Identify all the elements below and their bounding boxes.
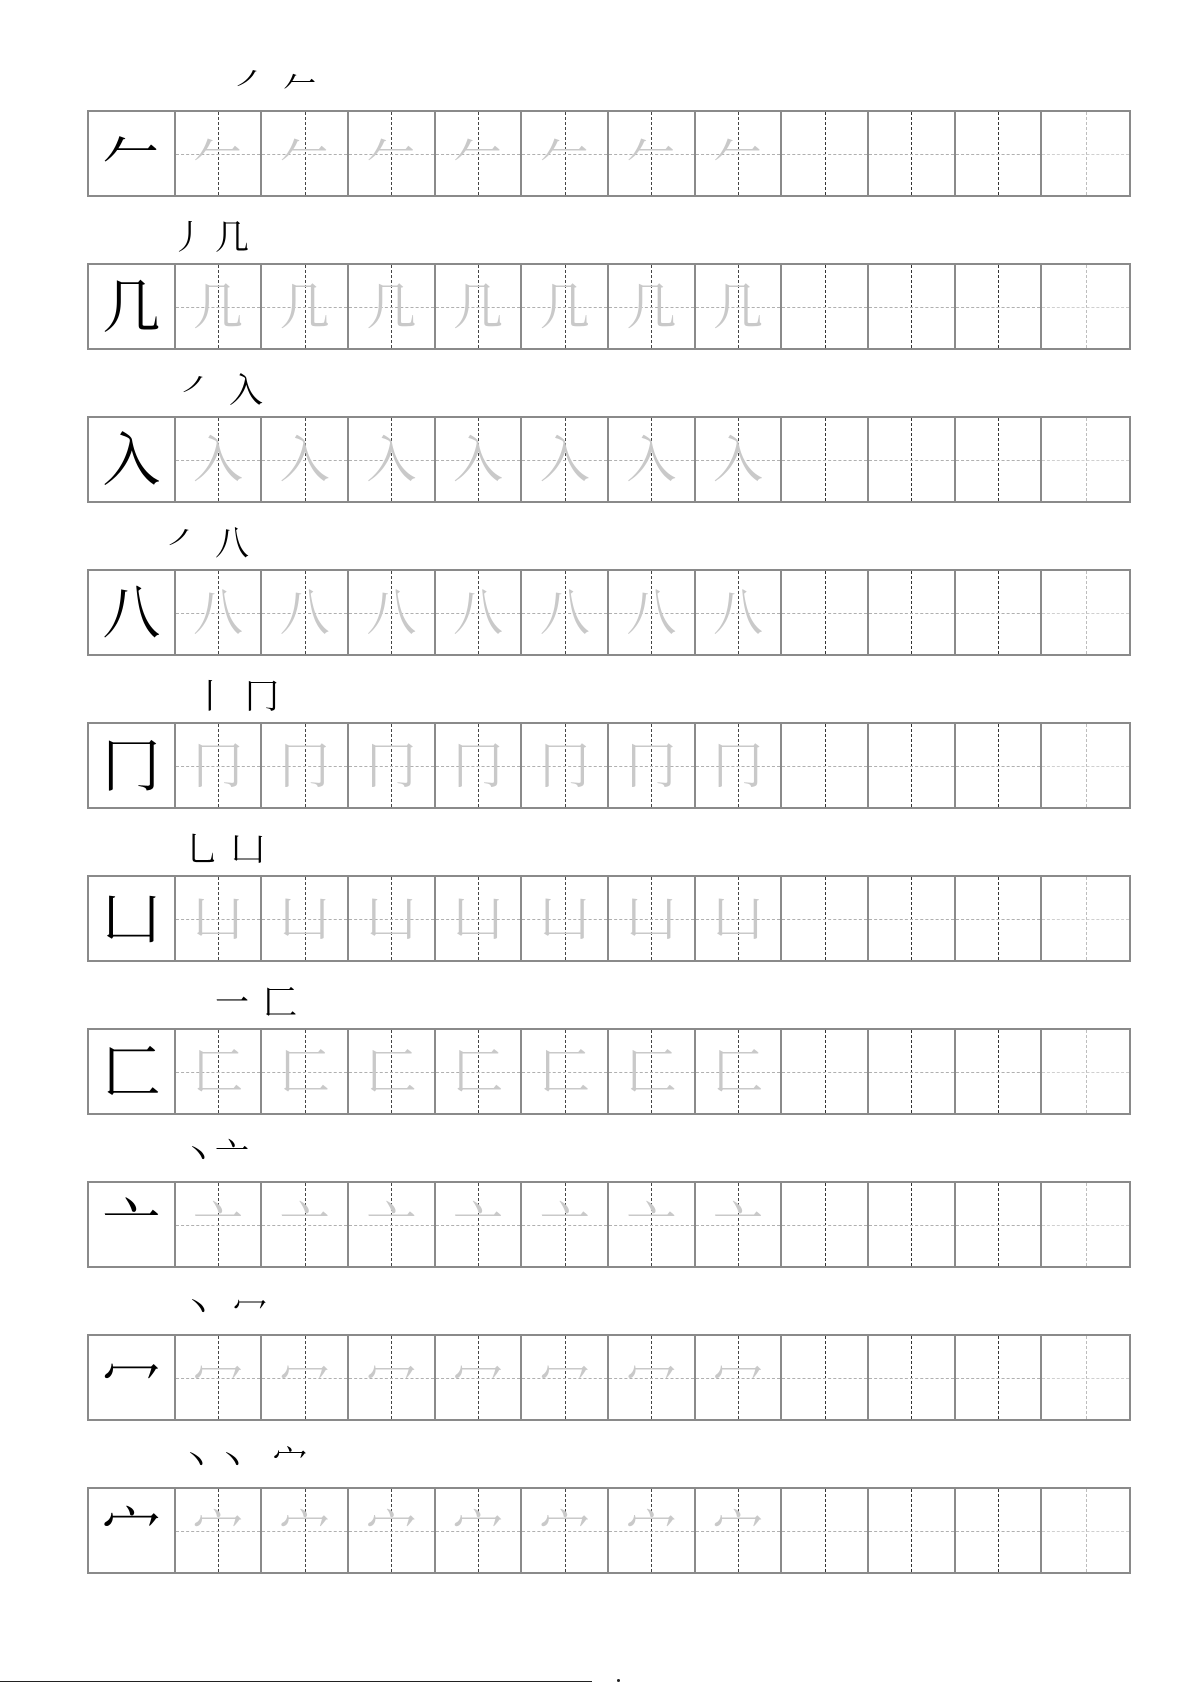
- trace-character: 入: [539, 430, 590, 489]
- trace-character: 几: [539, 277, 590, 336]
- blank-cell[interactable]: [782, 1489, 869, 1572]
- stroke-step: 凵: [231, 830, 265, 870]
- trace-cell[interactable]: [176, 877, 263, 960]
- practice-grid: [87, 875, 1131, 962]
- stroke-step: ㇒: [235, 65, 269, 105]
- trace-cell[interactable]: [176, 1489, 263, 1572]
- trace-cell[interactable]: [609, 1336, 696, 1419]
- stroke-step: 丶: [181, 1136, 215, 1176]
- practice-grid: [87, 110, 1131, 197]
- model-cell: [89, 1336, 176, 1419]
- practice-grid: [87, 1028, 1131, 1115]
- trace-character: 冂: [279, 736, 330, 795]
- trace-cell[interactable]: [609, 877, 696, 960]
- trace-character: 𠂉: [193, 124, 243, 183]
- trace-character: 冂: [453, 736, 504, 795]
- trace-character: 匚: [193, 1042, 243, 1101]
- trace-cell[interactable]: [262, 112, 349, 195]
- trace-character: 八: [539, 583, 590, 642]
- blank-cell[interactable]: [869, 1489, 956, 1572]
- model-cell: [89, 418, 176, 501]
- stroke-order: [87, 1134, 1133, 1180]
- trace-cell[interactable]: [696, 112, 783, 195]
- model-character: 冂: [102, 731, 161, 800]
- trace-cell[interactable]: [609, 1489, 696, 1572]
- trace-character: 入: [453, 430, 504, 489]
- blank-cell[interactable]: [869, 877, 956, 960]
- trace-character: 凵: [626, 889, 677, 948]
- stroke-order: [87, 1440, 1133, 1486]
- blank-cell[interactable]: [869, 1183, 956, 1266]
- trace-cell[interactable]: [436, 112, 523, 195]
- trace-character: 𠂉: [453, 124, 504, 183]
- blank-cell[interactable]: [1042, 1336, 1129, 1419]
- trace-cell[interactable]: [609, 112, 696, 195]
- model-cell: [89, 112, 176, 195]
- blank-cell[interactable]: [956, 1030, 1043, 1113]
- stroke-step: 一: [215, 983, 249, 1023]
- trace-cell[interactable]: [262, 1489, 349, 1572]
- model-cell: [89, 571, 176, 654]
- practice-row: [87, 1134, 1133, 1284]
- stroke-step: 亠: [215, 1136, 249, 1176]
- blank-cell[interactable]: [956, 1336, 1043, 1419]
- blank-cell[interactable]: [782, 877, 869, 960]
- practice-grid: [87, 569, 1131, 656]
- trace-character: 冖: [193, 1348, 243, 1407]
- trace-cell[interactable]: [436, 265, 523, 348]
- practice-row: [87, 675, 1133, 825]
- trace-cell[interactable]: [609, 1030, 696, 1113]
- blank-cell[interactable]: [782, 112, 869, 195]
- blank-cell[interactable]: [782, 1183, 869, 1266]
- stroke-step: ㇒: [167, 524, 201, 564]
- trace-cell[interactable]: [349, 877, 436, 960]
- blank-cell[interactable]: [956, 112, 1043, 195]
- trace-character: 亠: [453, 1195, 504, 1254]
- trace-cell[interactable]: [696, 1336, 783, 1419]
- trace-cell[interactable]: [176, 571, 263, 654]
- trace-cell[interactable]: [522, 418, 609, 501]
- trace-character: 宀: [453, 1501, 504, 1560]
- trace-character: 八: [279, 583, 330, 642]
- trace-character: 八: [713, 583, 764, 642]
- blank-cell[interactable]: [956, 1489, 1043, 1572]
- trace-cell[interactable]: [176, 418, 263, 501]
- blank-cell[interactable]: [782, 1030, 869, 1113]
- trace-character: 亠: [366, 1195, 417, 1254]
- trace-character: 八: [366, 583, 417, 642]
- model-character: 几: [102, 272, 161, 341]
- trace-character: 𠂉: [626, 124, 677, 183]
- blank-cell[interactable]: [956, 418, 1043, 501]
- trace-character: 入: [713, 430, 764, 489]
- trace-character: 宀: [366, 1501, 417, 1560]
- trace-character: 冖: [539, 1348, 590, 1407]
- trace-cell[interactable]: [262, 265, 349, 348]
- trace-cell[interactable]: [262, 418, 349, 501]
- blank-cell[interactable]: [869, 724, 956, 807]
- trace-character: 几: [626, 277, 677, 336]
- stroke-step: 八: [215, 524, 249, 564]
- trace-character: 匚: [366, 1042, 417, 1101]
- trace-character: 凵: [366, 889, 417, 948]
- trace-cell[interactable]: [436, 418, 523, 501]
- trace-cell[interactable]: [696, 265, 783, 348]
- trace-cell[interactable]: [609, 724, 696, 807]
- trace-character: 几: [366, 277, 417, 336]
- blank-cell[interactable]: [782, 571, 869, 654]
- trace-cell[interactable]: [349, 1336, 436, 1419]
- trace-character: 冂: [366, 736, 417, 795]
- trace-cell[interactable]: [609, 1183, 696, 1266]
- blank-cell[interactable]: [956, 571, 1043, 654]
- trace-character: 冖: [626, 1348, 677, 1407]
- blank-cell[interactable]: [1042, 265, 1129, 348]
- trace-character: 凵: [713, 889, 764, 948]
- stroke-step: 入: [229, 371, 263, 411]
- trace-character: 入: [626, 430, 677, 489]
- blank-cell[interactable]: [869, 265, 956, 348]
- trace-cell[interactable]: [349, 724, 436, 807]
- model-character: 亠: [102, 1190, 161, 1259]
- trace-cell[interactable]: [436, 1336, 523, 1419]
- trace-character: 凵: [279, 889, 330, 948]
- trace-character: 冖: [453, 1348, 504, 1407]
- trace-character: 几: [713, 277, 764, 336]
- trace-cell[interactable]: [349, 1183, 436, 1266]
- trace-cell[interactable]: [522, 571, 609, 654]
- trace-character: 𠂉: [279, 124, 330, 183]
- blank-cell[interactable]: [1042, 724, 1129, 807]
- stroke-step: 冂: [245, 677, 279, 717]
- trace-character: 亠: [626, 1195, 677, 1254]
- trace-character: 匚: [539, 1042, 590, 1101]
- trace-character: 凵: [453, 889, 504, 948]
- footer-rule: [0, 1681, 592, 1682]
- practice-grid: [87, 416, 1131, 503]
- trace-character: 𠂉: [539, 124, 590, 183]
- trace-character: 凵: [193, 889, 243, 948]
- stroke-step: 宀: [273, 1442, 307, 1482]
- practice-grid: [87, 263, 1131, 350]
- blank-cell[interactable]: [1042, 1183, 1129, 1266]
- trace-cell[interactable]: [696, 1030, 783, 1113]
- trace-character: 冂: [193, 736, 243, 795]
- practice-grid: [87, 1487, 1131, 1574]
- trace-cell[interactable]: [522, 1183, 609, 1266]
- trace-cell[interactable]: [522, 1030, 609, 1113]
- blank-cell[interactable]: [1042, 1489, 1129, 1572]
- stroke-order: [87, 63, 1133, 109]
- trace-character: 宀: [626, 1501, 677, 1560]
- model-character: 𠂉: [102, 119, 161, 188]
- trace-character: 入: [279, 430, 330, 489]
- trace-cell[interactable]: [262, 1336, 349, 1419]
- trace-character: 几: [279, 277, 330, 336]
- trace-cell[interactable]: [436, 877, 523, 960]
- trace-character: 𠂉: [713, 124, 764, 183]
- model-cell: [89, 877, 176, 960]
- trace-cell[interactable]: [176, 1336, 263, 1419]
- model-cell: [89, 1489, 176, 1572]
- model-cell: [89, 265, 176, 348]
- trace-character: 几: [453, 277, 504, 336]
- trace-character: 宀: [539, 1501, 590, 1560]
- blank-cell[interactable]: [782, 1336, 869, 1419]
- trace-character: 亠: [539, 1195, 590, 1254]
- blank-cell[interactable]: [869, 571, 956, 654]
- trace-character: 亠: [279, 1195, 330, 1254]
- trace-cell[interactable]: [349, 571, 436, 654]
- blank-cell[interactable]: [869, 418, 956, 501]
- practice-row: [87, 369, 1133, 519]
- trace-cell[interactable]: [436, 724, 523, 807]
- stroke-order: [87, 369, 1133, 415]
- blank-cell[interactable]: [956, 724, 1043, 807]
- trace-character: 冖: [713, 1348, 764, 1407]
- trace-character: 八: [193, 583, 243, 642]
- stroke-step: 冖: [233, 1289, 267, 1329]
- trace-character: 亠: [193, 1195, 243, 1254]
- blank-cell[interactable]: [1042, 877, 1129, 960]
- trace-character: 宀: [279, 1501, 330, 1560]
- stroke-order: [87, 216, 1133, 262]
- trace-cell[interactable]: [349, 265, 436, 348]
- blank-cell[interactable]: [1042, 418, 1129, 501]
- trace-cell[interactable]: [349, 112, 436, 195]
- trace-cell[interactable]: [349, 1030, 436, 1113]
- stroke-step: 丶: [181, 1289, 215, 1329]
- trace-cell[interactable]: [696, 1183, 783, 1266]
- stroke-order: [87, 675, 1133, 721]
- trace-cell[interactable]: [696, 1489, 783, 1572]
- practice-row: [87, 981, 1133, 1131]
- practice-row: [87, 216, 1133, 366]
- model-cell: [89, 1030, 176, 1113]
- practice-row: [87, 828, 1133, 978]
- trace-cell[interactable]: [609, 571, 696, 654]
- trace-character: 冂: [626, 736, 677, 795]
- trace-character: 冂: [539, 736, 590, 795]
- trace-cell[interactable]: [349, 418, 436, 501]
- blank-cell[interactable]: [1042, 1030, 1129, 1113]
- trace-cell[interactable]: [262, 1030, 349, 1113]
- stroke-step: 丶: [179, 1442, 213, 1482]
- trace-character: 冖: [279, 1348, 330, 1407]
- stroke-order: [87, 522, 1133, 568]
- stroke-order: [87, 981, 1133, 1027]
- stroke-step: 丿: [171, 218, 205, 258]
- model-character: 八: [102, 578, 161, 647]
- trace-character: 匚: [713, 1042, 764, 1101]
- stroke-step: 几: [215, 218, 249, 258]
- stroke-step: 丶: [215, 1442, 249, 1482]
- trace-character: 匚: [453, 1042, 504, 1101]
- trace-cell[interactable]: [176, 112, 263, 195]
- trace-cell[interactable]: [522, 877, 609, 960]
- model-character: 冖: [102, 1343, 161, 1412]
- practice-grid: [87, 1334, 1131, 1421]
- trace-cell[interactable]: [522, 112, 609, 195]
- blank-cell[interactable]: [956, 1183, 1043, 1266]
- trace-cell[interactable]: [436, 1489, 523, 1572]
- model-character: 宀: [102, 1496, 161, 1565]
- model-character: 入: [102, 425, 161, 494]
- blank-cell[interactable]: [782, 418, 869, 501]
- trace-cell[interactable]: [696, 724, 783, 807]
- trace-cell[interactable]: [522, 1489, 609, 1572]
- blank-cell[interactable]: [1042, 571, 1129, 654]
- footer-mark: [617, 1679, 620, 1682]
- blank-cell[interactable]: [869, 112, 956, 195]
- stroke-step: 丨: [193, 677, 227, 717]
- trace-cell[interactable]: [522, 1336, 609, 1419]
- trace-cell[interactable]: [176, 1183, 263, 1266]
- practice-row: [87, 1287, 1133, 1437]
- trace-character: 入: [193, 430, 243, 489]
- trace-character: 匚: [626, 1042, 677, 1101]
- trace-cell[interactable]: [436, 1030, 523, 1113]
- stroke-order: [87, 828, 1133, 874]
- model-cell: [89, 1183, 176, 1266]
- trace-character: 几: [193, 277, 243, 336]
- blank-cell[interactable]: [956, 877, 1043, 960]
- trace-cell[interactable]: [696, 571, 783, 654]
- trace-cell[interactable]: [262, 1183, 349, 1266]
- trace-cell[interactable]: [436, 1183, 523, 1266]
- trace-character: 冖: [366, 1348, 417, 1407]
- trace-cell[interactable]: [522, 724, 609, 807]
- trace-cell[interactable]: [349, 1489, 436, 1572]
- trace-cell[interactable]: [176, 1030, 263, 1113]
- stroke-step: 𠂉: [283, 65, 317, 105]
- trace-cell[interactable]: [609, 265, 696, 348]
- blank-cell[interactable]: [869, 1030, 956, 1113]
- trace-cell[interactable]: [262, 877, 349, 960]
- trace-character: 八: [453, 583, 504, 642]
- trace-character: 宀: [713, 1501, 764, 1560]
- trace-cell[interactable]: [436, 571, 523, 654]
- trace-cell[interactable]: [696, 418, 783, 501]
- model-character: 凵: [102, 884, 161, 953]
- blank-cell[interactable]: [782, 265, 869, 348]
- model-character: 匚: [102, 1037, 161, 1106]
- blank-cell[interactable]: [956, 265, 1043, 348]
- practice-row: [87, 1440, 1133, 1590]
- trace-cell[interactable]: [262, 571, 349, 654]
- trace-cell[interactable]: [262, 724, 349, 807]
- trace-character: 匚: [279, 1042, 330, 1101]
- trace-character: 凵: [539, 889, 590, 948]
- blank-cell[interactable]: [1042, 112, 1129, 195]
- trace-character: 宀: [193, 1501, 243, 1560]
- stroke-step: 乚: [185, 830, 219, 870]
- trace-character: 𠂉: [366, 124, 417, 183]
- trace-character: 八: [626, 583, 677, 642]
- trace-character: 冂: [713, 736, 764, 795]
- stroke-step: 匚: [263, 983, 297, 1023]
- model-cell: [89, 724, 176, 807]
- blank-cell[interactable]: [869, 1336, 956, 1419]
- trace-cell[interactable]: [522, 265, 609, 348]
- trace-cell[interactable]: [609, 418, 696, 501]
- trace-character: 亠: [713, 1195, 764, 1254]
- blank-cell[interactable]: [782, 724, 869, 807]
- trace-cell[interactable]: [176, 724, 263, 807]
- trace-character: 入: [366, 430, 417, 489]
- trace-cell[interactable]: [696, 877, 783, 960]
- practice-row: [87, 522, 1133, 672]
- stroke-order: [87, 1287, 1133, 1333]
- practice-grid: [87, 1181, 1131, 1268]
- stroke-step: ㇒: [181, 371, 215, 411]
- trace-cell[interactable]: [176, 265, 263, 348]
- practice-row: [87, 63, 1133, 213]
- practice-grid: [87, 722, 1131, 809]
